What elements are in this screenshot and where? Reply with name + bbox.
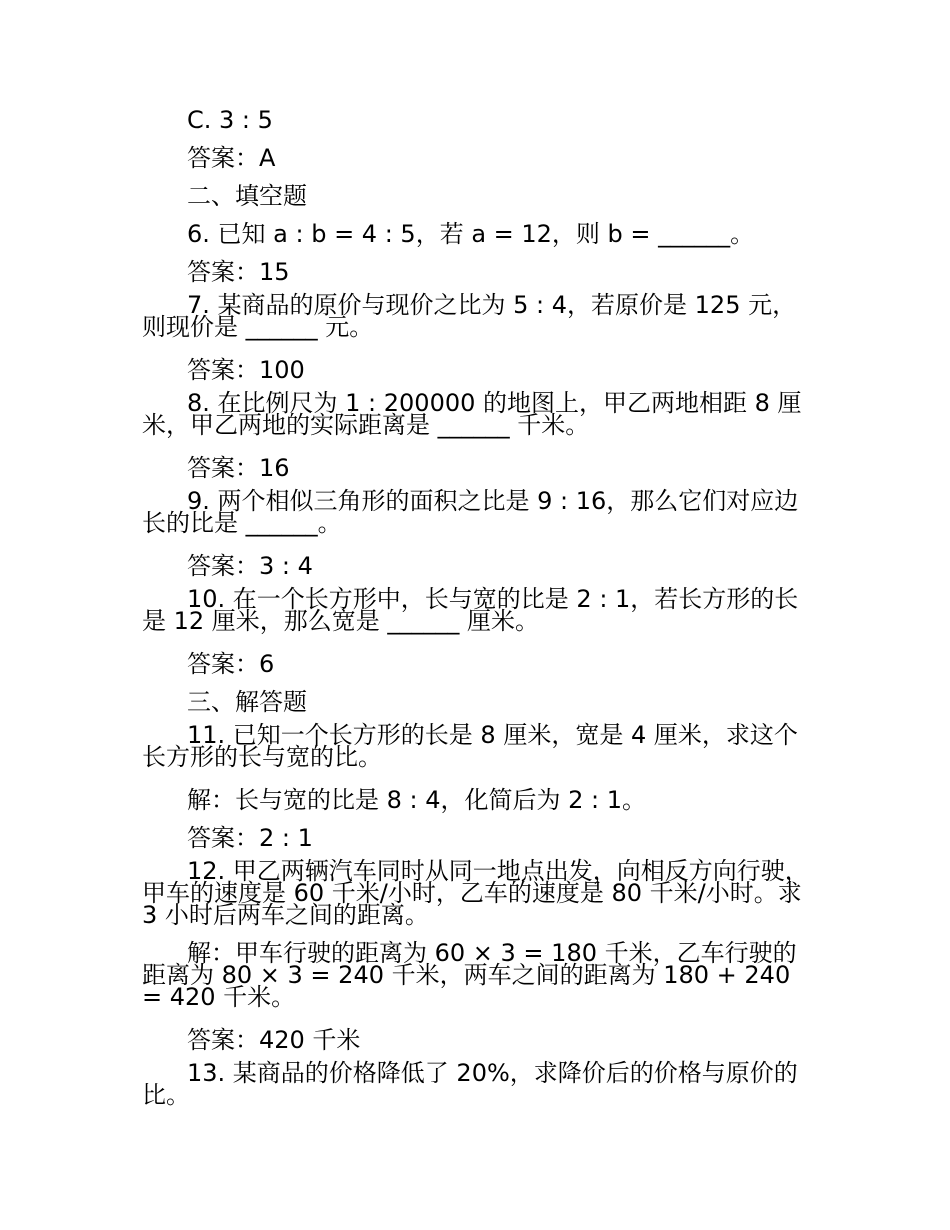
question-9: 9. 两个相似三角形的面积之比是 9 : 16，那么它们对应边长的比是 ______。 bbox=[142, 487, 799, 537]
answer-10: 答案：6 bbox=[187, 650, 275, 678]
section-heading-solve: 三、解答题 bbox=[187, 688, 307, 716]
answer-7: 答案：100 bbox=[187, 356, 305, 384]
solution-11: 解：长与宽的比是 8 : 4，化简后为 2 : 1。 bbox=[187, 786, 647, 814]
question-7: 7. 某商品的原价与现价之比为 5 : 4，若原价是 125 元，则现价是 ______ 元。 bbox=[142, 291, 797, 341]
answer-12: 答案：420 千米 bbox=[187, 1026, 361, 1054]
question-8: 8. 在比例尺为 1 : 200000 的地图上，甲乙两地相距 8 厘米，甲乙两地的实际距离是 ______ 千米。 bbox=[142, 389, 802, 439]
document-body bbox=[142, 104, 810, 1122]
question-13: 13. 某商品的价格降低了 20%，求降价后的价格与原价的比。 bbox=[142, 1059, 798, 1109]
question-12: 12. 甲乙两辆汽车同时从同一地点出发，向相反方向行驶，甲车的速度是 60 千米/小时，乙车的速度是 80 千米/小时。求 3 小时后两车之间的距离。 bbox=[142, 857, 809, 929]
answer-8: 答案：16 bbox=[187, 454, 290, 482]
answer-11: 答案：2 : 1 bbox=[187, 824, 313, 852]
option-c: C. 3 : 5 bbox=[187, 106, 273, 134]
question-11: 11. 已知一个长方形的长是 8 厘米，宽是 4 厘米，求这个长方形的长与宽的比。 bbox=[142, 721, 798, 771]
answer-6: 答案：15 bbox=[187, 258, 290, 286]
answer-9: 答案：3 : 4 bbox=[187, 552, 313, 580]
answer-5: 答案：A bbox=[187, 144, 276, 172]
section-heading-fill-in: 二、填空题 bbox=[187, 182, 307, 210]
solution-12: 解：甲车行驶的距离为 60 × 3 = 180 千米，乙车行驶的距离为 80 × 3 = 240 千米，两车之间的距离为 180 + 240 = 420 千米。 bbox=[142, 939, 797, 1011]
question-10: 10. 在一个长方形中，长与宽的比是 2 : 1，若长方形的长是 12 厘米，那么宽是 ______ 厘米。 bbox=[142, 585, 799, 635]
question-6: 6. 已知 a : b = 4 : 5，若 a = 12，则 b = ______。 bbox=[187, 220, 755, 248]
